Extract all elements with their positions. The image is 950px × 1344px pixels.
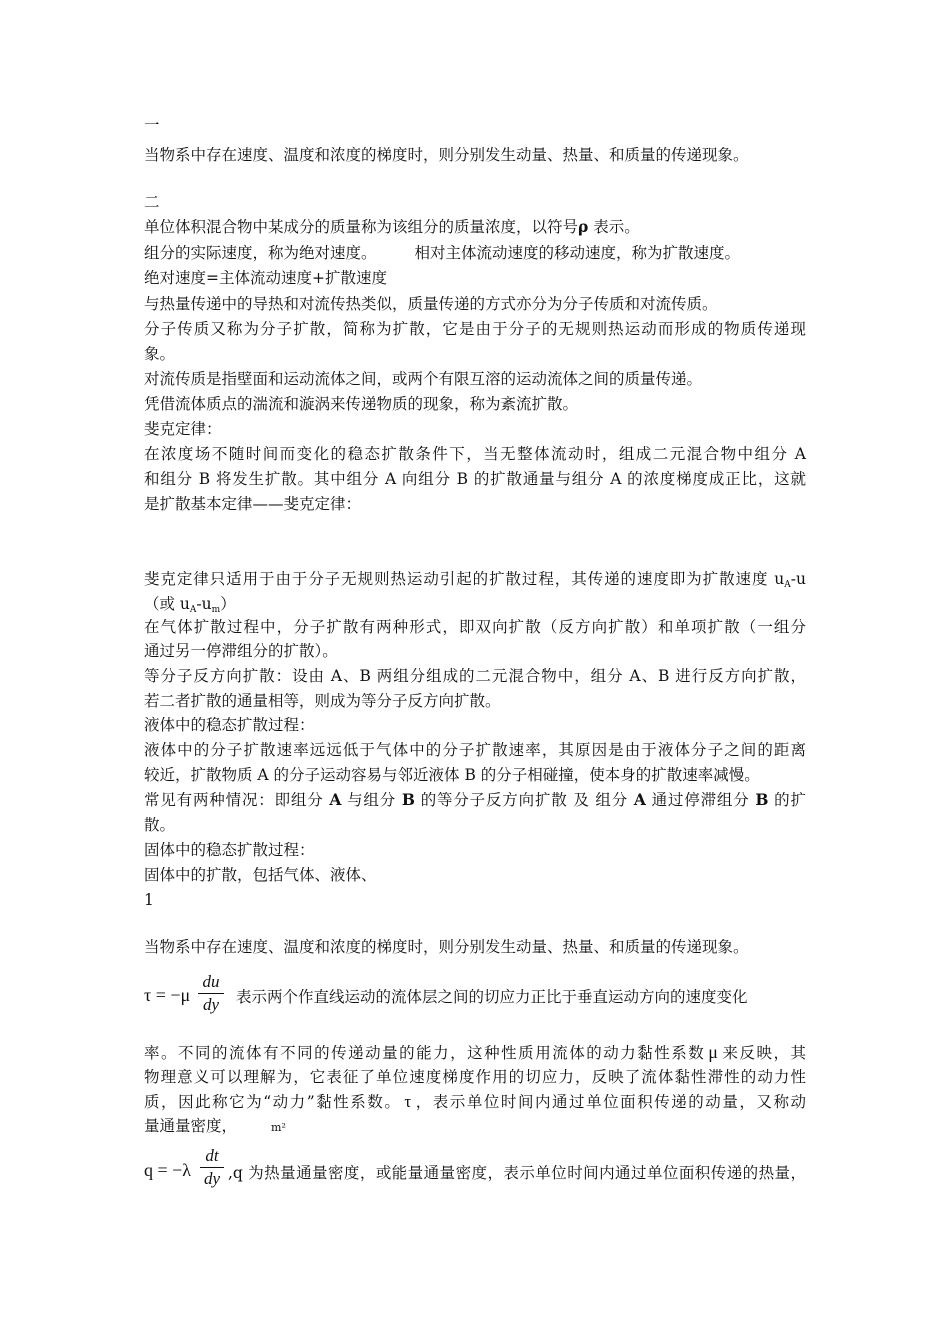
paragraph: 液体中的分子扩散速率远远低于气体中的分子扩散速率，其原因是由于液体分子之间的距离	[144, 741, 806, 759]
q-equation-lhs: q = −λ	[144, 1160, 192, 1180]
paragraph: 率。不同的流体有不同的传递动量的能力，这种性质用流体的动力黏性系数 μ 来反映，其	[144, 1042, 806, 1062]
tau-equation-lhs: τ = −μ	[144, 985, 191, 1005]
paragraph: 组分的实际速度，称为绝对速度。 相对主体流动速度的移动速度，称为扩散速度。	[144, 244, 741, 262]
paragraph: 对流传质是指壁面和运动流体之间，或两个有限互溶的运动流体之间的质量传递。	[144, 370, 703, 388]
paragraph: 质，因此称它为“动力”黏性系数。 τ ，表示单位时间内通过单位面积传递的动量，又称动	[144, 1092, 806, 1111]
paragraph: 凭借流体质点的湍流和漩涡来传递物质的现象，称为紊流扩散。	[144, 395, 579, 413]
paragraph: 象。	[144, 345, 176, 363]
paragraph: 较近，扩散物质 A 的分子运动容易与邻近液体 B 的分子相碰撞，使本身的扩散速率减慢。	[144, 766, 760, 784]
q-fraction: dt dy	[200, 1146, 224, 1189]
subheading: 斐克定律：	[144, 420, 222, 438]
paragraph: 通过另一停滞组分的扩散）。	[144, 642, 338, 660]
paragraph: 斐克定律只适用于由于分子无规则热运动引起的扩散过程，其传递的速度即为扩散速度 $u_A-u$	[144, 570, 806, 590]
paragraph: 当物系中存在速度、温度和浓度的梯度时，则分别发生动量、热量、和质量的传递现象。	[144, 938, 749, 956]
paragraph: 等分子反方向扩散：设由 A、B 两组分组成的二元混合物中，组分 A、B 进行反方向扩散，	[144, 667, 806, 685]
mu-symbol: μ	[708, 1042, 718, 1062]
tau-fraction: du dy	[198, 972, 224, 1015]
rho-symbol: ρ	[578, 217, 589, 236]
paragraph: 固体中的扩散，包括气体、液体、	[144, 866, 377, 884]
paragraph: 分子传质又称为分子扩散，简称为扩散，它是由于分子的无规则热运动而形成的物质传递现	[144, 320, 806, 338]
paragraph: 是扩散基本定律——斐克定律：	[144, 495, 362, 513]
paragraph: 在浓度场不随时间而变化的稳态扩散条件下，当无整体流动时，组成二元混合物中组分 A	[144, 445, 806, 463]
formula-line: 绝对速度=主体流动速度+扩散速度	[144, 269, 387, 287]
section-heading-2: 二	[144, 193, 160, 211]
subheading: 固体中的稳态扩散过程：	[144, 841, 315, 859]
paragraph: 量通量密度， m²	[144, 1117, 286, 1135]
paragraph: 物理意义可以理解为，它表征了单位速度梯度作用的切应力，反映了流体黏性滞性的动力性	[144, 1068, 806, 1086]
paragraph: 表示两个作直线运动的流体层之间的切应力正比于垂直运动方向的速度变化	[236, 988, 748, 1006]
paragraph: （或 $u_A-u_m$）	[144, 595, 236, 615]
paragraph: 常见有两种情况：即组分 A 与组分 B 的等分子反方向扩散 及 组分 A 通过停滞组分 B 的扩	[144, 790, 806, 809]
paragraph: 当物系中存在速度、温度和浓度的梯度时，则分别发生动量、热量、和质量的传递现象。	[144, 146, 749, 164]
paragraph: 和组分 B 将发生扩散。其中组分 A 向组分 B 的扩散通量与组分 A 的浓度梯度成正比，这就	[144, 470, 806, 488]
paragraph: ,q 为热量通量密度，或能量通量密度，表示单位时间内通过单位面积传递的热量，	[228, 1164, 806, 1182]
paragraph: 与热量传递中的导热和对流传热类似，质量传递的方式亦分为分子传质和对流传质。	[144, 295, 718, 313]
paragraph: 若二者扩散的通量相等，则成为等分子反方向扩散。	[144, 692, 501, 710]
unit: m²	[271, 1121, 286, 1134]
paragraph: 在气体扩散过程中，分子扩散有两种形式，即双向扩散（反方向扩散）和单项扩散（一组分	[144, 618, 806, 636]
subheading: 液体中的稳态扩散过程：	[144, 716, 315, 734]
section-heading-1: 一	[144, 116, 160, 134]
paragraph: 散。	[144, 816, 176, 834]
paragraph: 单位体积混合物中某成分的质量称为该组分的质量浓度，以符号ρ 表示。	[144, 217, 640, 236]
page-number: 1	[144, 891, 154, 909]
tau-symbol: τ	[404, 1092, 412, 1111]
